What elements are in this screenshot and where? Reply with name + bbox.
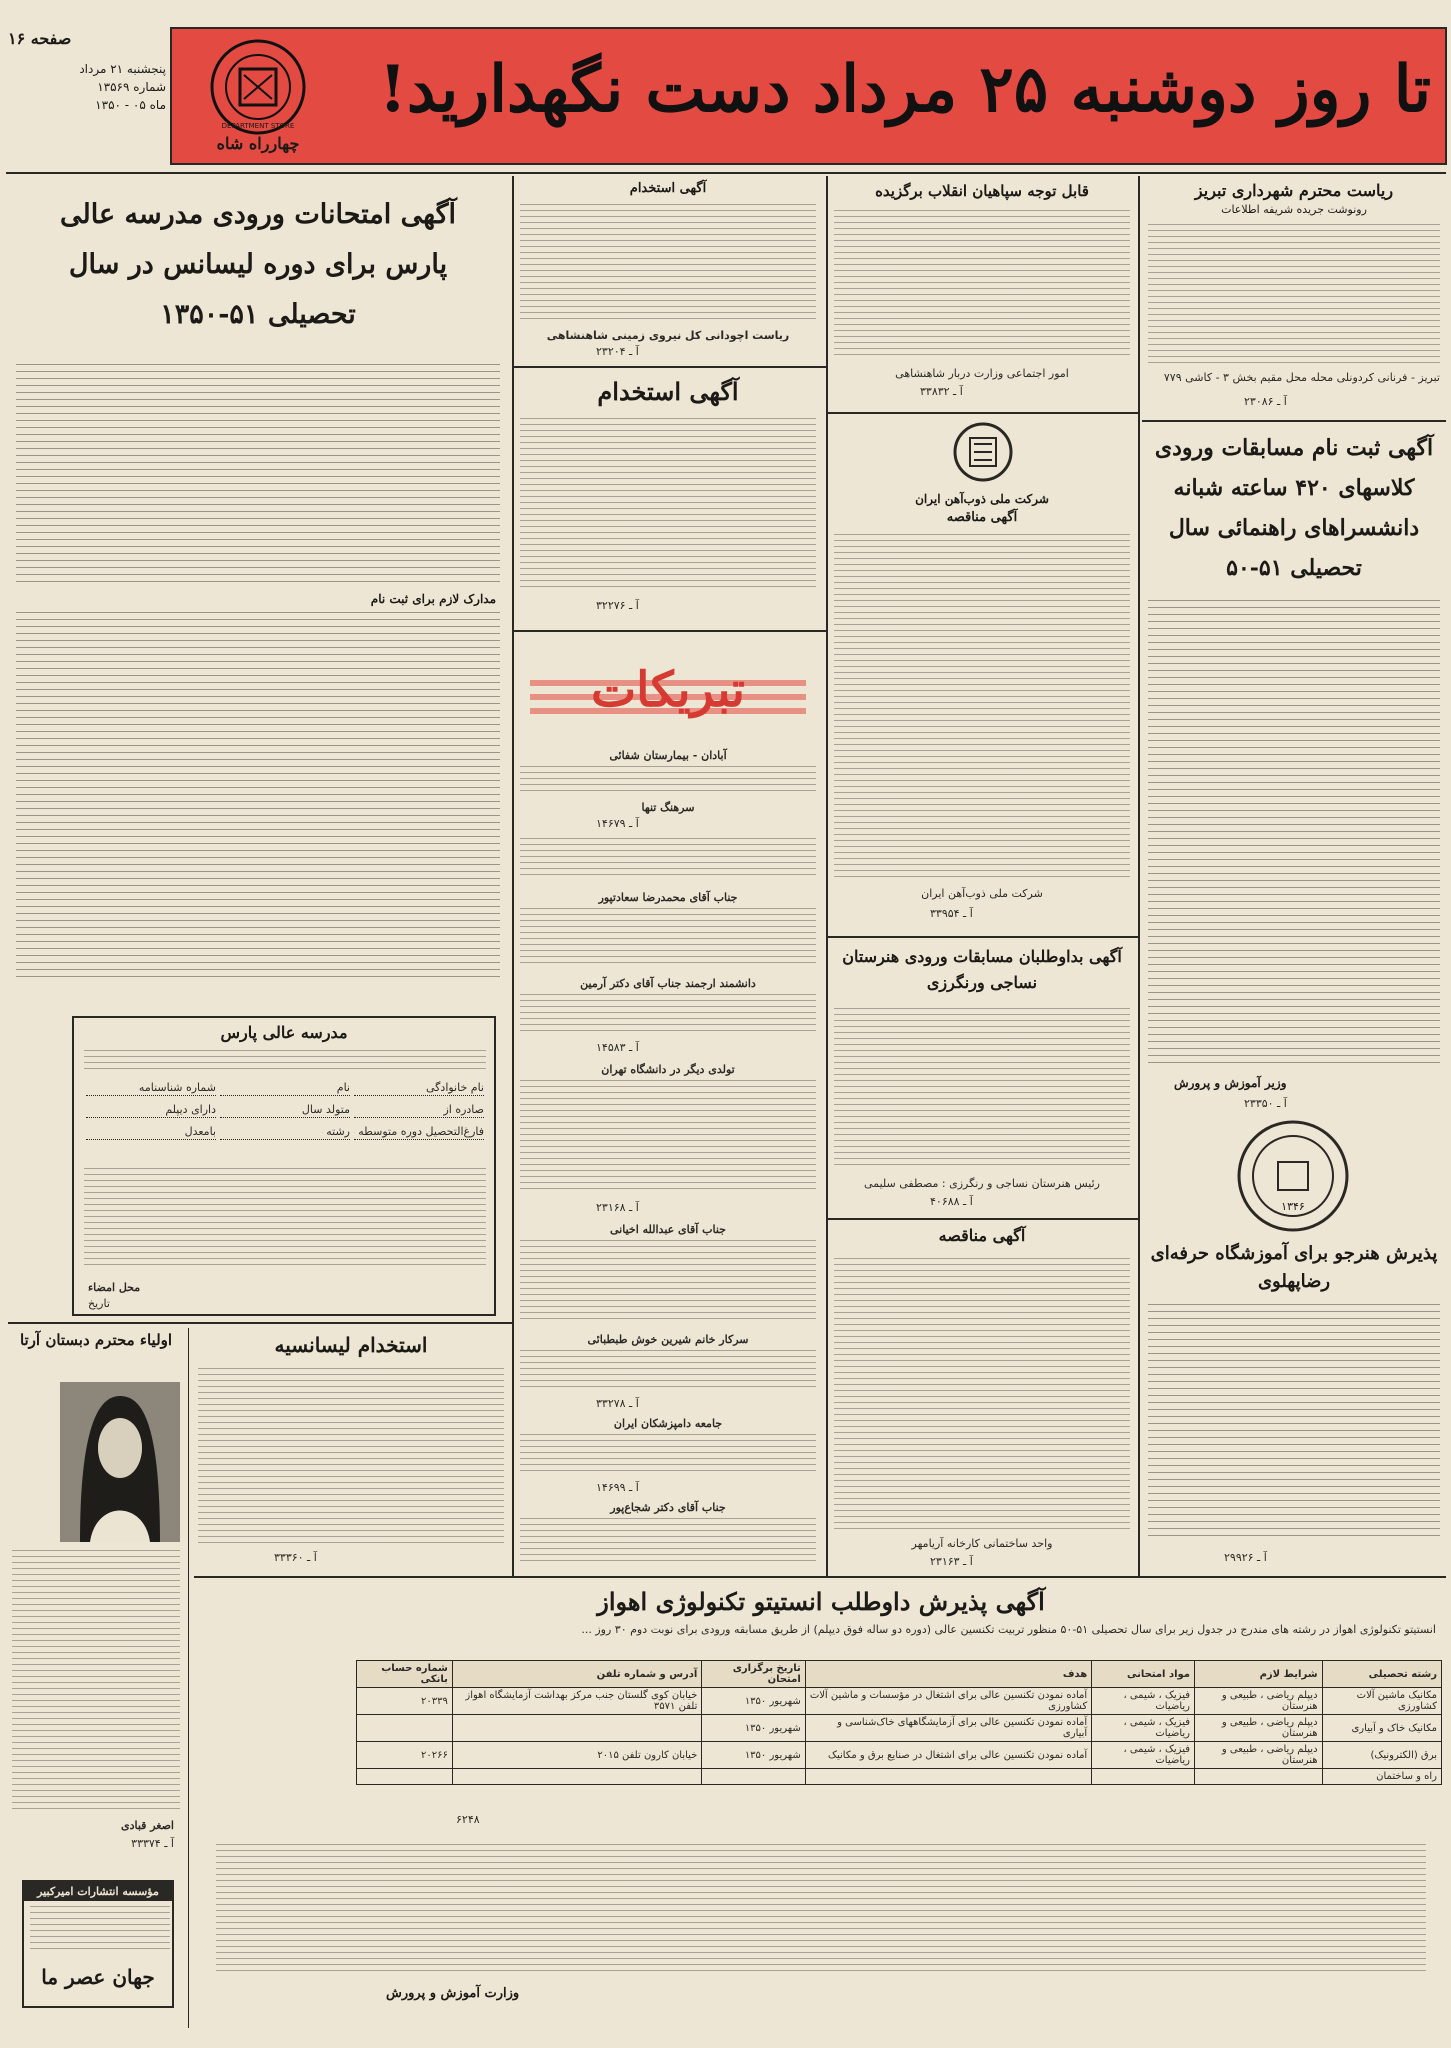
notice-footer: تبریز - فرنانی کردونلی محله محل مقیم بخش ۳ - کاشی ۷۷۹ [1163, 371, 1440, 384]
table-header-cell: مواد امتحانی [1092, 1661, 1195, 1688]
table-cell [702, 1769, 805, 1785]
publisher-text [30, 1906, 170, 1952]
portrait-photo [60, 1382, 180, 1542]
form-field-label: نام [220, 1080, 350, 1096]
notice-code: آ ـ ۳۳۳۶۰ [274, 1551, 317, 1564]
ad-ministry: وزارت آموزش و پرورش [386, 1986, 520, 2001]
ahvaz-institute-ad [196, 1582, 1446, 2022]
divider [194, 1576, 1446, 1578]
page-number: صفحه ۱۶ [8, 29, 72, 48]
notice-code: آ ـ ۱۴۵۸۳ [596, 1041, 639, 1054]
table-code: ۶۲۴۸ [456, 1813, 480, 1826]
table-cell: مکانیک خاک و آبیاری [1322, 1715, 1441, 1742]
table-cell: خیابان کوی گلستان جنب مرکز بهداشت آزمایشگاه اهواز تلفن ۳۵۷۱ [452, 1688, 702, 1715]
notice-title: پذیرش هنرجو برای آموزشگاه حرفه‌ای رضاپهلوی [1150, 1243, 1438, 1292]
congratulations-heading [520, 640, 816, 740]
table-cell: فیزیک ، شیمی ، ریاضیات [1092, 1715, 1195, 1742]
table-cell: آماده نمودن تکنسین عالی برای اشتغال در مؤسسات و ماشین آلات کشاورزی [805, 1688, 1091, 1715]
docs-title: مدارک لازم برای ثبت نام [370, 592, 496, 606]
form-field-label: صادره از [354, 1102, 484, 1118]
notice-footer: رئیس هنرستان نساجی و رنگرزی : مصطفی سلیمی [864, 1177, 1100, 1190]
notice-body-text [16, 364, 500, 584]
form-field-label: نام خانوادگی [354, 1080, 484, 1096]
table-cell: راه و ساختمان [1322, 1769, 1441, 1785]
publisher-ad [22, 1880, 174, 2008]
army-hiring-notice [516, 180, 820, 360]
table-cell: شهریور ۱۳۵۰ [702, 1688, 805, 1715]
table-row [357, 1742, 1442, 1769]
notice-signature: سرهنگ تنها [641, 801, 695, 814]
notice-body-text [520, 994, 816, 1034]
vocational-school-notice [1144, 1240, 1444, 1570]
table-cell: فیزیک ، شیمی ، ریاضیات [1092, 1742, 1195, 1769]
notice-body-text [834, 1258, 1130, 1530]
table-cell: شهریور ۱۳۵۰ [702, 1715, 805, 1742]
form-field-label: فارغ‌التحصیل دوره متوسطه [354, 1124, 484, 1140]
divider [1142, 420, 1446, 422]
notice-body-text [1148, 600, 1440, 1068]
notice-footer: امور اجتماعی وزارت دربار شاهنشاهی [895, 367, 1069, 380]
registration-form [72, 1016, 496, 1316]
table-cell [1092, 1769, 1195, 1785]
program-table [356, 1660, 1442, 1785]
notice-heading: دانشمند ارجمند جناب آقای دکتر آرمین [580, 977, 756, 990]
notice-code: آ ـ ۲۹۹۲۶ [1224, 1551, 1267, 1564]
municipality-notice [1144, 180, 1444, 412]
notice-code: آ ـ ۲۳۱۶۳ [930, 1555, 973, 1568]
publisher-name: مؤسسه انتشارات امیرکبیر [24, 1882, 172, 1901]
form-signature: محل امضاء [88, 1281, 141, 1294]
congratulation-notices [516, 748, 820, 1570]
aryamehr-tender-notice [830, 1224, 1134, 1570]
revolution-corps-notice [830, 180, 1134, 406]
ad-body-text [216, 1844, 1426, 1974]
divider [8, 1322, 512, 1324]
notice-heading: سرکار خانم شیرین خوش طبطبائی [587, 1333, 749, 1346]
column-divider [826, 176, 828, 1576]
notice-body-text [520, 1518, 816, 1564]
notice-footer: واحد ساختمانی کارخانه آریامهر [911, 1537, 1053, 1550]
table-cell: آماده نمودن تکنسین عالی برای اشتغال در صنایع برق و مکانیک [805, 1742, 1091, 1769]
notice-body-text [520, 1080, 816, 1192]
table-cell: مکانیک ماشین آلات کشاورزی [1322, 1688, 1441, 1715]
form-intro [84, 1050, 486, 1070]
table-header-cell: شماره حساب بانکی [357, 1661, 453, 1688]
table-cell: خیابان کارون تلفن ۲۰۱۵ [452, 1742, 702, 1769]
emblem-icon [1218, 1116, 1368, 1236]
table-row [357, 1715, 1442, 1742]
memorial-notice [8, 1330, 184, 1870]
notice-heading: جناب آقای عبدالله اخیانی [610, 1223, 726, 1236]
table-cell [452, 1769, 702, 1785]
notice-title: اولیاء محترم دبستان آرتا [19, 1331, 173, 1349]
table-cell [357, 1715, 453, 1742]
memorial-name: اصغر قبادی [120, 1819, 174, 1832]
notice-body-text [520, 838, 816, 878]
notice-code: آ ـ ۳۲۲۷۶ [596, 599, 639, 612]
notice-code: آ ـ ۱۴۶۷۹ [596, 817, 639, 830]
banner-headline: تا روز دوشنبه ۲۵ مرداد دست نگهدارید! [378, 52, 1431, 127]
notice-code: آ ـ ۳۳۲۷۸ [596, 1397, 639, 1410]
notice-body-text [1148, 224, 1440, 364]
column-divider [512, 176, 514, 1576]
notice-heading: آبادان - بیمارستان شفائی [609, 749, 727, 762]
notice-heading: جناب آقای دکتر شجاع‌پور [610, 1501, 726, 1514]
notice-body-text [834, 210, 1130, 360]
store-english: DEPARTMENT STORE [221, 122, 295, 130]
notice-body-text [520, 1434, 816, 1474]
form-fields [84, 1076, 486, 1156]
divider [6, 172, 1446, 174]
form-field-label: بامعدل [86, 1124, 216, 1140]
notice-code: آ ـ ۲۳۲۰۴ [596, 345, 639, 358]
notice-title: استخدام لیسانسیه [274, 1333, 428, 1357]
notice-code: آ ـ ۳۳۹۵۴ [930, 907, 973, 920]
company-name: شرکت ملی ذوب‌آهن ایران [915, 492, 1049, 506]
table-cell: فیزیک ، شیمی ، ریاضیات [1092, 1688, 1195, 1715]
notice-body-text [834, 1008, 1130, 1168]
column-divider [188, 1328, 189, 2028]
notice-code: آ ـ ۲۳۰۸۶ [1244, 395, 1287, 408]
table-row [357, 1769, 1442, 1785]
hiring-notice [516, 374, 820, 624]
form-field-label: متولد سال [220, 1102, 350, 1118]
store-logo [178, 35, 338, 157]
table-header-cell: آدرس و شماره تلفن [452, 1661, 702, 1688]
notice-body-text [520, 908, 816, 964]
notice-footer: شرکت ملی ذوب‌آهن ایران [921, 887, 1043, 900]
table-cell: دیپلم ریاضی ، طبیعی و هنرستان [1195, 1742, 1323, 1769]
notice-title: ریاست محترم شهرداری تبریز [1194, 181, 1394, 200]
table-header-cell: رشته تحصیلی [1322, 1661, 1441, 1688]
table-cell [1195, 1769, 1323, 1785]
form-date: تاریخ [88, 1297, 110, 1310]
table-header-cell: تاریخ برگزاری امتحان [702, 1661, 805, 1688]
notice-code: آ ـ ۱۴۶۹۹ [596, 1481, 639, 1494]
notice-code: آ ـ ۳۳۸۳۲ [920, 385, 963, 398]
table-cell: آماده نمودن تکنسین عالی برای آزمایشگاههای خاک‌شناسی و آبیاری [805, 1715, 1091, 1742]
notice-code: آ ـ ۴۰۶۸۸ [930, 1195, 973, 1208]
notice-body-text [834, 534, 1130, 880]
notice-body-text [520, 418, 816, 588]
graduates-hiring-notice [194, 1328, 508, 1568]
textile-school-notice [830, 944, 1134, 1214]
section-title: تبریکات [590, 662, 745, 718]
table-cell: ۲۰۲۶۶ [357, 1742, 453, 1769]
notice-heading: تولدی دیگر در دانشگاه تهران [601, 1063, 735, 1076]
notice-title: آگهی استخدام [629, 181, 707, 196]
steel-company-logo [948, 420, 1018, 484]
form-field-label: رشته [220, 1124, 350, 1140]
divider [828, 412, 1138, 414]
notice-body-text [520, 204, 816, 324]
table-cell [357, 1769, 453, 1785]
form-field-label: دارای دیپلم [86, 1102, 216, 1118]
notice-subtitle: رونوشت جریده شریفه اطلاعات [1221, 203, 1367, 216]
notice-body-text [12, 1550, 180, 1810]
notice-signature: وزیر آموزش و پرورش [1174, 1076, 1287, 1090]
notice-title: آگهی امتحانات ورودی مدرسه عالی پارس برای دوره لیسانس در سال تحصیلی ۵۱-۱۳۵۰ [60, 199, 456, 330]
teacher-training-notice [1144, 428, 1444, 1118]
notice-heading: جامعه دامپزشکان ایران [613, 1417, 723, 1430]
table-cell: برق (الکترونیک) [1322, 1742, 1441, 1769]
table-header-cell: شرایط لازم [1195, 1661, 1323, 1688]
issue-number: شماره ۱۳۵۶۹ [97, 80, 166, 94]
ad-intro: انستیتو تکنولوژی اهواز در رشته های مندرج در جدول زیر برای سال تحصیلی ۵۱-۵۰ منظور تربیت تکنسین عالی (دوره دو ساله فوق دیپلم) از طریق مسابقه ورودی برای نوبت دوم ۳۰ روز ... [581, 1623, 1436, 1636]
notice-code: آ ـ ۲۳۱۶۸ [596, 1201, 639, 1214]
masthead-info [8, 28, 166, 164]
table-cell: شهریور ۱۳۵۰ [702, 1742, 805, 1769]
pars-college-exam-notice [10, 180, 506, 1000]
notice-body-text [1148, 1304, 1440, 1540]
notice-footer: ریاست اچودانی کل نیروی زمینی شاهنشاهی [546, 329, 790, 342]
emblem-year: ۱۳۴۶ [1281, 1200, 1305, 1213]
issue-date: پنجشنبه ۲۱ مرداد [79, 62, 166, 76]
divider [828, 1218, 1138, 1220]
form-field-label: شماره شناسنامه [86, 1080, 216, 1096]
tender-title: آگهی مناقصه [946, 510, 1018, 525]
store-name: چهارراه شاه [216, 134, 300, 153]
notice-code: آ ـ ۲۳۳۵۰ [1244, 1097, 1287, 1110]
notice-title: آگهی ثبت نام مسابقات ورودی کلاسهای ۴۲۰ ساعته شبانه دانشسراهای راهنمائی سال تحصیلی ۵۱-۵۰ [1154, 435, 1434, 581]
notice-title: آگهی مناقصه [938, 1226, 1026, 1245]
table-cell: دیپلم ریاضی ، طبیعی و هنرستان [1195, 1715, 1323, 1742]
table-header-cell: هدف [805, 1661, 1091, 1688]
issue-code: ماه ۰۵ - ۱۳۵۰ [95, 98, 166, 112]
notice-title: آگهی بداوطلبان مسابقات ورودی هنرستان نساجی ورنگرزی [842, 947, 1122, 992]
notice-body-text [520, 1240, 816, 1320]
notice-body-text [520, 766, 816, 794]
top-banner-ad [170, 27, 1447, 165]
notice-title: قابل توجه سپاهیان انقلاب برگزیده [875, 182, 1089, 200]
notice-body-text [520, 1350, 816, 1390]
table-row [357, 1688, 1442, 1715]
form-body [84, 1168, 486, 1268]
table-cell [805, 1769, 1091, 1785]
notice-body-text [198, 1368, 504, 1546]
notice-title: آگهی استخدام [597, 377, 739, 406]
notice-heading: جناب آقای محمدرضا سعادتپور [598, 891, 738, 904]
steel-tender-notice [830, 490, 1134, 930]
divider [514, 630, 826, 632]
table-cell: ۲۰۳۳۹ [357, 1688, 453, 1715]
column-divider [1138, 176, 1140, 1576]
notice-code: آ ـ ۳۳۳۷۴ [131, 1837, 174, 1850]
notice-body-text [16, 612, 500, 978]
table-cell: دیپلم ریاضی ، طبیعی و هنرستان [1195, 1688, 1323, 1715]
ad-title: آگهی پذیرش داوطلب انستیتو تکنولوژی اهواز [597, 1587, 1045, 1616]
divider [514, 366, 826, 368]
table-cell [452, 1715, 702, 1742]
divider [828, 936, 1138, 938]
book-title: جهان عصر ما [41, 1965, 155, 1989]
form-title: مدرسه عالی پارس [220, 1023, 348, 1042]
